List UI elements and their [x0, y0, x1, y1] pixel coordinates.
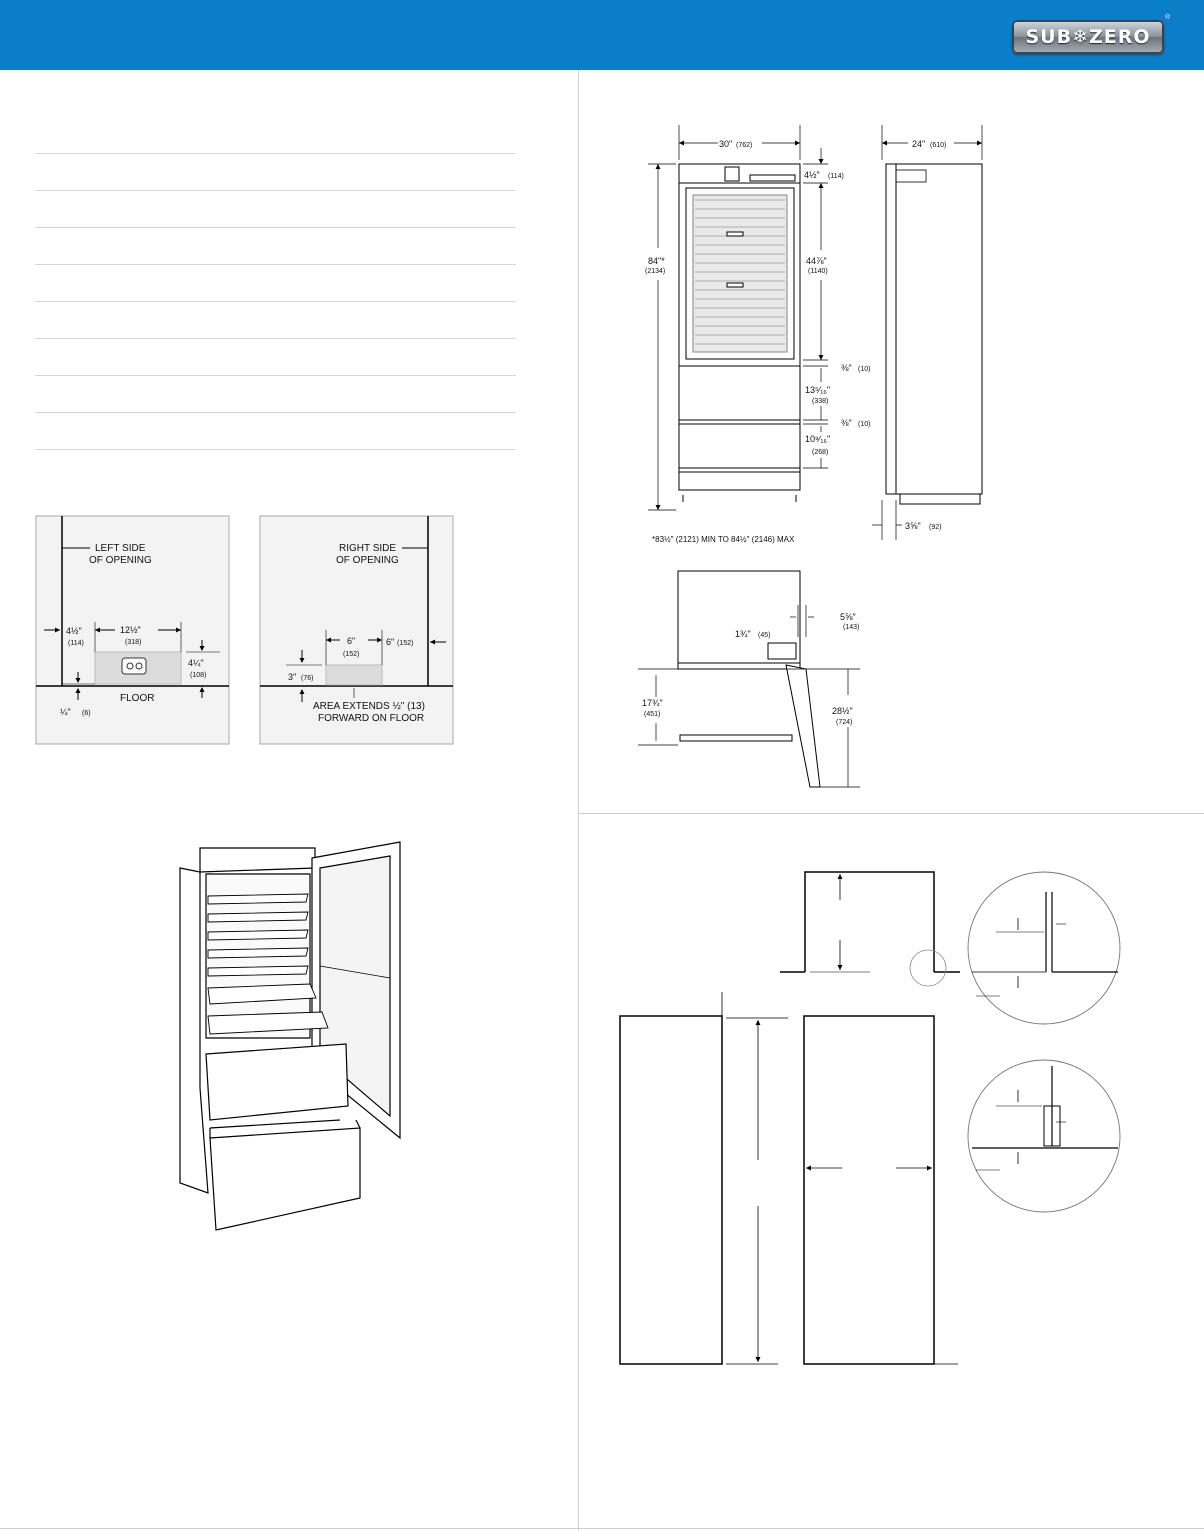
svg-text:(92): (92): [929, 524, 942, 531]
dim-depth-right: 28½": [832, 706, 853, 716]
side-elevation: [872, 120, 1002, 540]
svg-text:(114): (114): [68, 640, 84, 647]
dim-width: 30": [719, 139, 733, 149]
svg-text:(6): (6): [82, 710, 91, 717]
svg-text:(724): (724): [836, 719, 853, 726]
dim-toe: 3⅝": [905, 521, 921, 531]
dim-area-width: 12½": [120, 625, 141, 635]
column-divider: [578, 70, 579, 1531]
installation-diagram: [600, 860, 1160, 1380]
svg-text:(268): (268): [812, 449, 829, 456]
floor-label: FLOOR: [120, 693, 155, 704]
spec-row-rule: [35, 375, 516, 376]
dim-depth: 24": [912, 139, 926, 149]
footer-rule: [0, 1528, 1204, 1529]
area-extends-note: AREA EXTENDS ½" (13): [313, 701, 425, 712]
svg-text:(10): (10): [858, 366, 871, 373]
right-side-label: RIGHT SIDE: [339, 543, 397, 554]
spec-row-rule: [35, 412, 516, 413]
height-range-note: *83½" (2121) MIN TO 84½" (2146) MAX: [652, 535, 795, 544]
svg-text:(108): (108): [190, 672, 207, 679]
spec-row-rule: [35, 264, 516, 265]
dim-top-grille: 4½": [804, 170, 820, 180]
dim-floor-gap: ¼": [60, 707, 71, 717]
spec-row-rule: [35, 190, 516, 191]
svg-text:(338): (338): [812, 398, 829, 405]
front-elevation: [638, 120, 888, 550]
section-divider: [579, 813, 1204, 814]
spec-row-rule: [35, 301, 516, 302]
dim-offset-side: 6": [386, 637, 395, 647]
spec-row-rule: [35, 338, 516, 339]
dim-gap-lower: ⅜": [841, 418, 852, 428]
top-view: [638, 565, 878, 795]
svg-text:(318): (318): [125, 639, 142, 646]
electrical-diagrams: [0, 500, 578, 760]
electrical-area: [326, 665, 382, 685]
dim-height: 84"*: [648, 256, 665, 266]
right-opening-label: OF OPENING: [336, 555, 399, 566]
logo-text: SUB❄ZERO: [1025, 26, 1151, 48]
svg-text:(45): (45): [758, 632, 771, 639]
dim-door-offset-a: 5⅝": [840, 612, 856, 622]
spec-row-rule: [35, 449, 516, 450]
left-opening-label: OF OPENING: [89, 555, 152, 566]
dim-glass-door: 44⅞": [806, 256, 827, 266]
dim-gap-upper: ⅜": [841, 363, 852, 373]
svg-text:(1140): (1140): [808, 268, 828, 275]
dim-area-height: 3": [288, 672, 297, 682]
dim-area-width: 6": [347, 636, 356, 646]
dim-area-height: 4¼": [188, 658, 204, 668]
dim-drawer-upper: 13⁵⁄₁₆": [805, 385, 831, 395]
svg-text:(76): (76): [301, 675, 314, 682]
forward-on-floor-note: FORWARD ON FLOOR: [318, 713, 425, 724]
svg-text:(451): (451): [644, 711, 661, 718]
spec-row-rule: [35, 153, 516, 154]
dim-drawer-lower: 10⁹⁄₁₆": [805, 434, 831, 444]
dim-door-offset-b: 1¾": [735, 629, 751, 639]
svg-text:(10): (10): [858, 421, 871, 428]
left-side-label: LEFT SIDE: [95, 543, 146, 554]
svg-text:(152): (152): [397, 640, 414, 647]
electrical-right-diagram: [260, 516, 453, 744]
dim-depth-left: 17¾": [642, 698, 663, 708]
svg-text:(762): (762): [736, 142, 753, 149]
svg-text:(152): (152): [343, 651, 360, 658]
sub-zero-logo: [1012, 20, 1164, 54]
svg-text:(610): (610): [930, 142, 947, 149]
registered-mark: ®: [1165, 14, 1171, 21]
spec-row-rule: [35, 227, 516, 228]
dim-offset-side: 4½": [66, 626, 82, 636]
electrical-left-diagram: [36, 516, 229, 744]
svg-text:(114): (114): [828, 173, 844, 180]
svg-text:(2134): (2134): [645, 268, 666, 275]
product-illustration: [170, 838, 410, 1238]
svg-text:(143): (143): [843, 624, 860, 631]
